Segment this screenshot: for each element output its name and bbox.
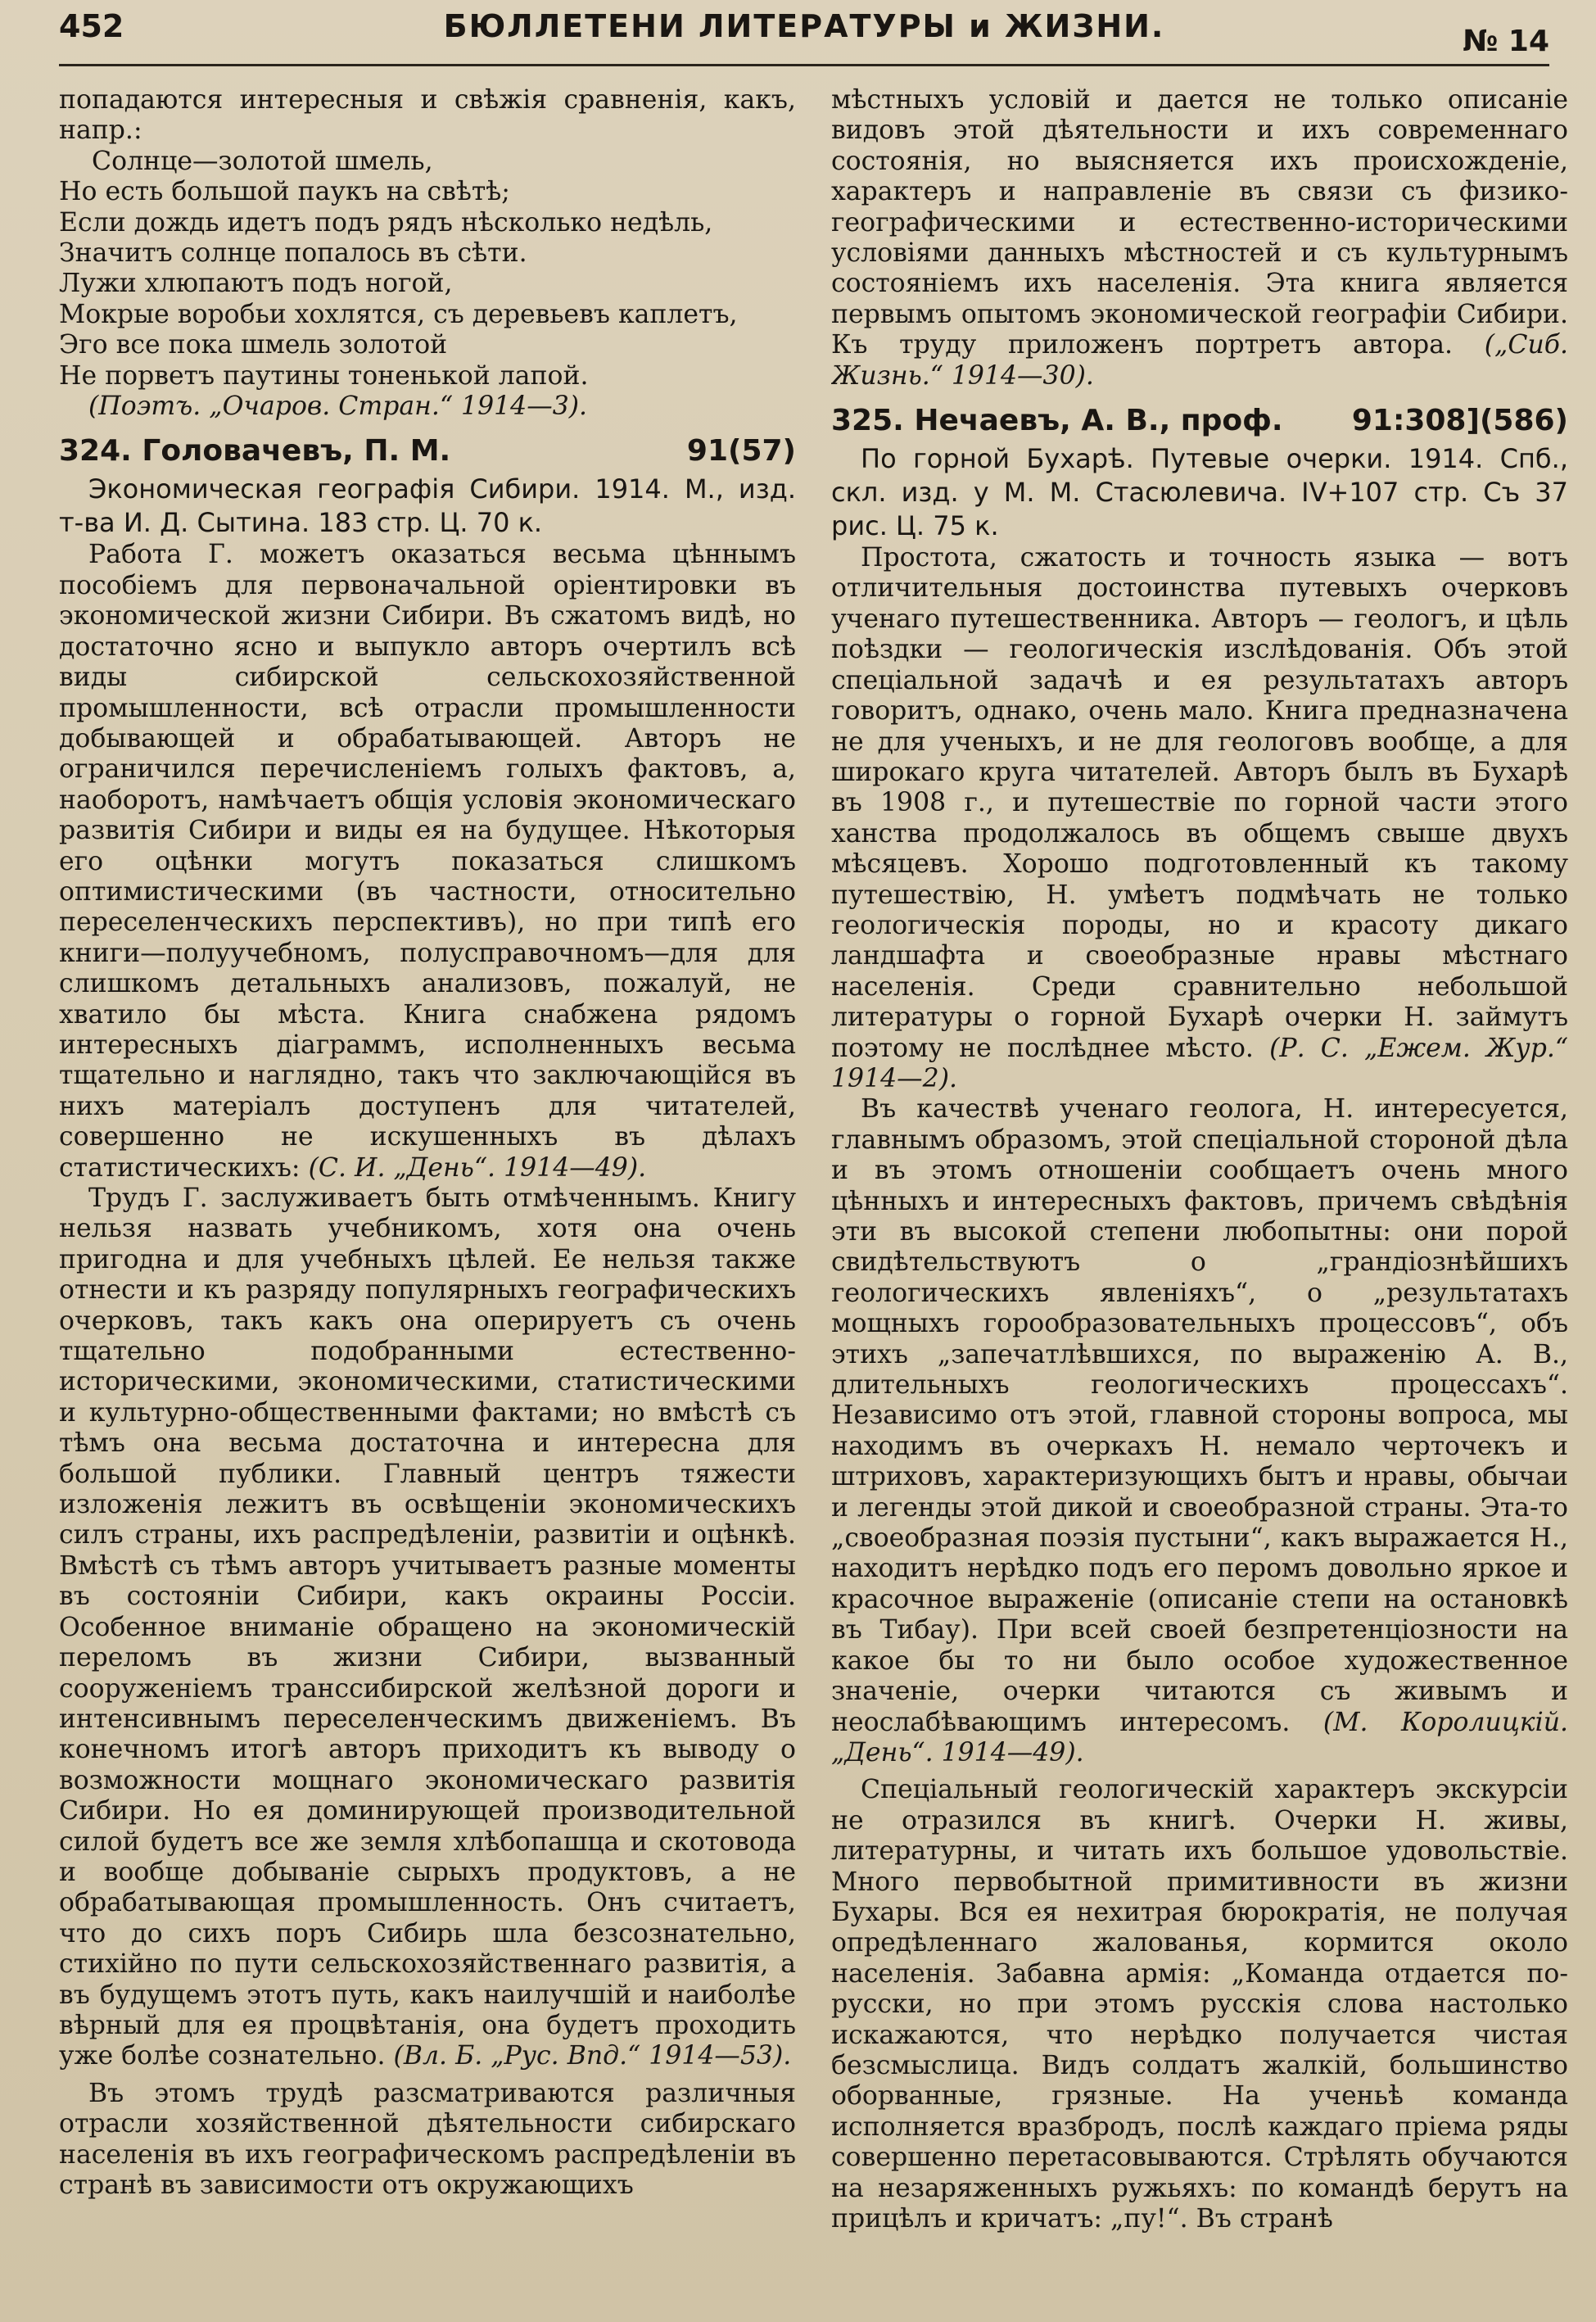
poem-line: Если дождь идетъ подъ рядъ нѣсколько недѣль,	[59, 207, 713, 238]
entry-classification: 91(57)	[686, 434, 796, 468]
poem-line: Эго все пока шмель золотой	[59, 330, 448, 360]
review-source: („Сиб. Жизнь.“ 1914—30).	[831, 330, 1568, 391]
review-source: (С. И. „День“. 1914—49).	[308, 1152, 647, 1183]
poem-line: Мокрые воробьи хохлятся, съ деревьевъ каплетъ,	[59, 299, 738, 329]
poem-line: Лужи хлюпаютъ подъ ногой,	[59, 269, 453, 299]
page-number: 452	[59, 8, 124, 44]
entry-classification: 91:308](586)	[1351, 404, 1568, 438]
review-paragraph	[831, 1094, 1568, 1768]
review-paragraph	[831, 543, 1568, 1094]
review-paragraph: Спеціальный геологическій характеръ экскурсіи не отразился въ книгѣ. Очерки Н. живы, литературны, и читать ихъ большое удовольствіе. Много первобытной примитивности въ жизни Бухары. Вся ея нехитрая бюрократія, не получая опредѣленнаго жалованья, кормится около населенія. Забавна армія: „Команда отдается по-русски, но при этомъ русскія слова настолько искажаются, что нерѣдко получается чистая безсмыслица. Видъ солдатъ жалкій, большинство оборванные, грязные. На ученьѣ команда исполняется вразбродъ, послѣ каждаго пріема ряды совершенно перетасовываются. Стрѣлять обучаются на незаряженныхъ ружьяхъ: по командѣ берутъ на прицѣлъ и кричатъ: „пу!“. Въ странѣ	[831, 1775, 1568, 2234]
bibliographic-record: Экономическая географія Сибири. 1914. М., изд. т-ва И. Д. Сытина. 183 стр. Ц. 70 к.	[59, 473, 796, 539]
entry-heading-325	[831, 403, 1568, 439]
review-paragraph	[831, 85, 1568, 392]
page-header	[59, 0, 1549, 62]
right-column	[831, 85, 1568, 2313]
entry-author: Головачевъ, П. М.	[142, 434, 451, 468]
poem-line: Солнце—золотой шмель,	[92, 146, 433, 176]
header-rule	[59, 64, 1549, 66]
poem-line: Значитъ солнце попалось въ сѣти.	[59, 238, 527, 269]
poem	[59, 147, 796, 392]
running-title: БЮЛЛЕТЕНИ ЛИТЕРАТУРЫ и ЖИЗНИ.	[443, 8, 1165, 44]
review-source: (М. Королицкій. „День“. 1914—49).	[831, 1707, 1568, 1768]
entry-number: 324.	[59, 434, 132, 468]
left-column	[59, 85, 796, 2313]
review-source: (Вл. Б. „Рус. Впд.“ 1914—53).	[393, 2041, 792, 2071]
review-text: Трудъ Г. заслуживаетъ быть отмѣченнымъ. Книгу нельзя назвать учебникомъ, хотя она очень пригодна и для учебныхъ цѣлей. Ее нельзя также отнести и къ разряду популярныхъ географическихъ очерковъ, такъ какъ она оперируетъ съ очень тщательно подобранными естественно-историческими, экономическими, статистическими и культурно-общественными фактами; но вмѣстѣ съ тѣмъ она весьма достаточна и интересна для большой публики. Главный центръ тяжести изложенія лежитъ въ освѣщеніи экономическихъ силъ страны, ихъ распредѣленіи, развитіи и оцѣнкѣ. Вмѣстѣ съ тѣмъ авторъ учитываетъ разные моменты въ состояніи Сибири, какъ окраины Россіи. Особенное вниманіе обращено на экономическій переломъ въ жизни Сибири, вызванный сооруженіемъ транссибирской желѣзной дороги и интенсивнымъ переселенческимъ движеніемъ. Въ конечномъ итогѣ авторъ приходитъ къ выводу о возможности мощнаго экономическаго развитія Сибири. Но ея доминирующей производительной силой будетъ все же земля хлѣбопашца и скотовода и вообще добываніе сырыхъ продуктовъ, а не обрабатывающая промышленность. Онъ считаетъ, что до сихъ поръ Сибирь шла безсознательно, стихійно по пути сельскохозяйственнаго развитія, а въ будущемъ этотъ путь, какъ наилучшій и наиболѣе вѣрный для ея процвѣтанія, она будетъ проходить уже болѣе сознательно.	[59, 1184, 796, 2071]
poem-line: Не порветъ паутины тоненькой лапой.	[59, 360, 589, 391]
bibliographic-record: По горной Бухарѣ. Путевые очерки. 1914. Спб., скл. изд. у М. М. Стасюлевича. IV+107 стр. Съ 37 рис. Ц. 75 к.	[831, 443, 1568, 542]
review-paragraph	[59, 1184, 796, 2072]
review-text: Работа Г. можетъ оказаться весьма цѣннымъ пособіемъ для первоначальной оріентировки въ экономической жизни Сибири. Въ сжатомъ видѣ, но достаточно ясно и выпукло авторъ очертилъ всѣ виды сибирской сельскохозяйственной промышленности, всѣ отрасли промышленности добывающей и обрабатывающей. Авторъ не ограничился перечисленіемъ голыхъ фактовъ, а, наоборотъ, намѣчаетъ общія условія экономическаго развитія Сибири и виды ея на будущее. Нѣкоторыя его оцѣнки могутъ показаться слишкомъ оптимистическими (въ частности, относительно переселенческихъ перспективъ), но при типѣ его книги—полуучебномъ, полусправочномъ—для для слишкомъ детальныхъ анализовъ, пожалуй, не хватило бы мѣста. Книга снабжена рядомъ интересныхъ діаграммъ, исполненныхъ весьма тщательно и наглядно, такъ что заключающійся въ нихъ матеріалъ доступенъ для читателей, совершенно не искушенныхъ въ дѣлахъ статистическихъ:	[59, 540, 796, 1183]
intro-paragraph: попадаются интересныя и свѣжія сравненія, какъ, напр.:	[59, 85, 796, 146]
review-text: Простота, сжатость и точность языка — вотъ отличительныя достоинства путевыхъ очерковъ ученаго путешественника. Авторъ — геологъ, и цѣль поѣздки — геологическія изслѣдованія. Объ этой спеціальной задачѣ и ея результатахъ авторъ говоритъ, однако, очень мало. Книга предназначена не для ученыхъ, и не для геологовъ вообще, а для широкаго круга читателей. Авторъ былъ въ Бухарѣ въ 1908 г., и путешествіе по горной части этого ханства продолжалось въ общемъ свыше двухъ мѣсяцевъ. Хорошо подготовленный къ такому путешествію, Н. умѣетъ подмѣчать не только геологическія породы, но и красоту дикаго ландшафта и своеобразные нравы мѣстнаго населенія. Среди сравнительно небольшой литературы о горной Бухарѣ очерки Н. займутъ поэтому не послѣднее мѣсто.	[831, 543, 1568, 1063]
entry-heading-324	[59, 433, 796, 469]
poem-line: Но есть большой паукъ на свѣтѣ;	[59, 177, 510, 207]
review-text: Въ качествѣ ученаго геолога, Н. интересуется, главнымъ образомъ, этой спеціальной стороной дѣла и въ этомъ отношеніи сообщаетъ очень много цѣнныхъ и интересныхъ фактовъ, причемъ свѣдѣнія эти въ высокой степени любопытны: они порой свидѣтельствуютъ о „грандіознѣйшихъ геологическихъ явленіяхъ“, о „результатахъ мощныхъ горообразовательныхъ процессовъ“, объ этихъ „запечатлѣвшихся, по выраженію А. В., длительныхъ геологическихъ процессахъ“. Независимо отъ этой, главной стороны вопроса, мы находимъ въ очеркахъ Н. немало черточекъ и штриховъ, характеризующихъ бытъ и нравы, обычаи и легенды этой дикой и своеобразной страны. Эта-то „своеобразная поэзія пустыни“, какъ выражается Н., находитъ нерѣдко подъ его перомъ довольно яркое и красочное выраженіе (описаніе степи на остановкѣ въ Тибау). При всей своей безпретенціозности на какое бы то ни было особое художественное значеніе, очерки читаются съ живымъ и неослабѣвающимъ интересомъ.	[831, 1094, 1568, 1737]
review-paragraph: Въ этомъ трудѣ разсматриваются различныя отрасли хозяйственной дѣятельности сибирскаго населенія въ ихъ географическомъ распредѣленіи въ странѣ въ зависимости отъ окружающихъ	[59, 2078, 796, 2200]
issue-number: № 14	[1463, 25, 1549, 58]
review-text: мѣстныхъ условій и дается не только описаніе видовъ этой дѣятельности и ихъ современнаго состоянія, но выясняется ихъ происхожденіе, характеръ и направленіе въ связи съ физико-географическими и естественно-историческими условіями данныхъ мѣстностей и съ культурнымъ состояніемъ ихъ населенія. Эта книга является первымъ опытомъ экономической географіи Сибири. Къ труду приложенъ портретъ автора.	[831, 85, 1568, 360]
review-paragraph	[59, 540, 796, 1184]
entry-number: 325.	[831, 404, 904, 438]
poem-source: (Поэтъ. „Очаров. Стран.“ 1914—3).	[88, 392, 588, 422]
entry-author: Нечаевъ, А. В., проф.	[914, 404, 1283, 438]
review-source: (Р. С. „Ежем. Жур.“ 1914—2).	[831, 1033, 1568, 1093]
